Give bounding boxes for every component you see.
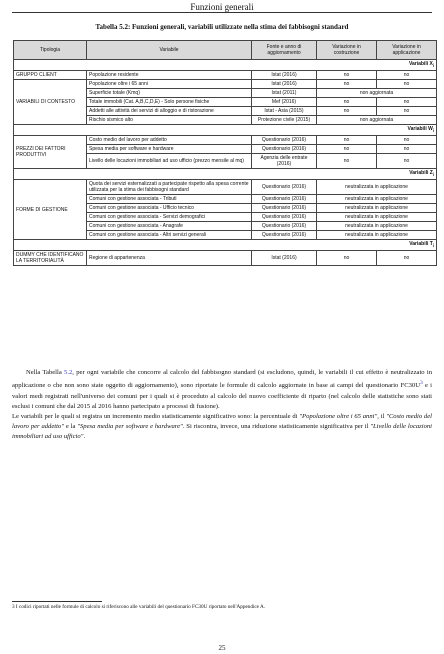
cell-fonte: Questionario (2016) xyxy=(252,204,317,213)
cell-merged: neutralizzata in applicazione xyxy=(317,204,437,213)
cell-fonte: Questionario (2016) xyxy=(252,195,317,204)
section-row-w: Variabili $W_i$ xyxy=(14,125,437,136)
cell-applicazione: no xyxy=(377,71,437,80)
text-run: Le variabili per le quali si registra un incremento medio statisticamente significativo sono: la percentuale di xyxy=(12,413,300,420)
cell-applicazione: no xyxy=(377,80,437,89)
cell-applicazione: no xyxy=(377,251,437,266)
header-rule xyxy=(12,12,432,13)
cell-fonte: Questionario (2016) xyxy=(252,180,317,195)
table-row xyxy=(14,80,437,89)
cell-merged: neutralizzata in applicazione xyxy=(317,180,437,195)
cell-variabile: Popolazione oltre i 65 anni xyxy=(87,80,252,89)
section-label: Variabili T xyxy=(409,241,433,247)
table-header-row xyxy=(14,41,437,60)
cell-fonte: Mef (2016) xyxy=(252,98,317,107)
section-row-x: Variabili $X_i$ xyxy=(14,60,437,71)
italic-run: "Livello delle locazioni immobiliari ad uso ufficio" xyxy=(12,423,432,441)
cell-costruzione: no xyxy=(317,80,377,89)
table-row xyxy=(14,136,437,145)
cell-fonte: Istat - Asia (2015) xyxy=(252,107,317,116)
text-run: Nella Tabella xyxy=(26,369,65,376)
text-run: e i valori medi registrati nell'universo dei comuni per i quali si è proceduto al calcolo del nuovo coefficiente di riparto (nel calcolo delle statistiche sono stati esclusi i comuni che dal 2015 al 2016 hanno partecipato a processi di fusione). xyxy=(12,382,432,410)
page-number: 25 xyxy=(218,644,226,652)
cell-variabile: Superficie totale (Kmq) xyxy=(87,89,252,98)
variables-table xyxy=(13,40,437,266)
cell-variabile: Totale immobili (Cat. A,B,C,D,E) - Solo persone fisiche xyxy=(87,98,252,107)
cell-fonte: Questionario (2016) xyxy=(252,213,317,222)
cell-applicazione: no xyxy=(377,136,437,145)
cell-costruzione: no xyxy=(317,71,377,80)
cell-variabile: Popolazione residente xyxy=(87,71,252,80)
cell-tipologia: FORME DI GESTIONE xyxy=(14,180,87,240)
cell-costruzione: no xyxy=(317,154,377,169)
text-run: , il xyxy=(377,413,387,420)
cell-variabile: Comuni con gestione associata - Altri servizi generali xyxy=(87,231,252,240)
cell-fonte: Questionario (2016) xyxy=(252,136,317,145)
table-caption: Tabella 5.2: Funzioni generali, variabili utilizzate nella stima dei fabbisogni standard xyxy=(95,23,349,31)
footnote-rule xyxy=(12,601,102,602)
cell-fonte: Questionario (2016) xyxy=(252,231,317,240)
italic-run: "Spesa media per software e hardware" xyxy=(77,423,183,431)
footnote: 3 I codici riportati nelle formule di calcolo si riferiscono alle variabili del questionario FC30U riportato nell'Appendice A. xyxy=(12,604,266,610)
section-label: Variabili Z xyxy=(409,170,433,176)
running-header: Funzioni generali xyxy=(190,2,254,12)
section-row-t: Variabili $T_i$ xyxy=(14,240,437,251)
table-row xyxy=(14,180,437,195)
cell-fonte: Istat (2016) xyxy=(252,71,317,80)
cell-costruzione: no xyxy=(317,98,377,107)
cell-variabile: Costo medio del lavoro per addetto xyxy=(87,136,252,145)
cell-fonte: Questionario (2016) xyxy=(252,222,317,231)
cell-merged: neutralizzata in applicazione xyxy=(317,195,437,204)
cell-variabile: Comuni con gestione associata - Servizi demografici xyxy=(87,213,252,222)
section-row-z: Variabili $Z_i$ xyxy=(14,169,437,180)
cell-variabile: Spesa media per software e hardware xyxy=(87,145,252,154)
table-row xyxy=(14,71,437,80)
cell-fonte: Questionario (2016) xyxy=(252,145,317,154)
cell-merged: neutralizzata in applicazione xyxy=(317,231,437,240)
paragraph-2 xyxy=(12,412,432,443)
cell-fonte: Istat (2016) xyxy=(252,251,317,266)
cell-variabile: Comuni con gestione associata - Ufficio tecnico xyxy=(87,204,252,213)
cell-costruzione: no xyxy=(317,136,377,145)
table-reference-link[interactable]: 5.2 xyxy=(64,369,73,376)
cell-tipologia: PREZZI DEI FATTORI PRODUTTIVI xyxy=(14,136,87,169)
cell-fonte: Protezione civile (2015) xyxy=(252,116,317,125)
cell-costruzione: no xyxy=(317,107,377,116)
cell-fonte: Istat (2016) xyxy=(252,80,317,89)
text-run: . xyxy=(83,433,86,441)
cell-variabile: Comuni con gestione associata - Anagrafe xyxy=(87,222,252,231)
cell-variabile: Quota dei servizi esternalizzati a partecipate rispetto alla spesa corrente utilizzata per la stima dei fabbisogni standard xyxy=(87,180,252,195)
footnote-link[interactable]: 3 xyxy=(420,380,423,387)
cell-applicazione: no xyxy=(377,145,437,154)
italic-run: "Popolazione oltre i 65 anni" xyxy=(299,413,378,420)
col-fonte: Fonte e anno di aggiornamento xyxy=(252,41,317,60)
cell-tipologia: DUMMY CHE IDENTIFICANO LA TERRITORIALITÀ xyxy=(14,251,87,266)
cell-tipologia: VARIABILI DI CONTESTO xyxy=(14,80,87,125)
cell-applicazione: no xyxy=(377,107,437,116)
col-costruzione: Variazione in costruzione xyxy=(317,41,377,60)
col-tipologia: Tipologia xyxy=(14,41,87,60)
text-run: , per ogni variabile che concorre al calcolo del fabbisogno standard (si escludono, quindi, le variabili il cui effetto è neutralizzato in applicazione o che non sono state oggetto di aggiornamento), sono riportate le formule di calcolo aggiornate in base ai campi del questionario FC30U xyxy=(12,369,432,390)
text-run: e la xyxy=(64,423,78,431)
cell-merged: neutralizzata in applicazione xyxy=(317,213,437,222)
section-label: Variabili W xyxy=(407,126,433,132)
cell-fonte: Agenzia delle entrate (2016) xyxy=(252,154,317,169)
body-text xyxy=(12,368,432,443)
text-run: . Si riscontra, invece, una riduzione statisticamente significativa per il xyxy=(182,423,371,431)
col-variabile: Variabile xyxy=(87,41,252,60)
italic-run: "Costo medio del lavoro per addetto" xyxy=(12,413,432,431)
cell-fonte: Istat (2011) xyxy=(252,89,317,98)
cell-costruzione: no xyxy=(317,251,377,266)
cell-applicazione: no xyxy=(377,154,437,169)
cell-applicazione: no xyxy=(377,98,437,107)
section-label: Variabili X xyxy=(408,61,433,67)
cell-variabile: Livello delle locazioni immobiliari ad uso ufficio (prezzo mensile al mq) xyxy=(87,154,252,169)
cell-costruzione: no xyxy=(317,145,377,154)
cell-merged: non aggiornata xyxy=(317,89,437,98)
cell-variabile: Rischio sismico alto xyxy=(87,116,252,125)
cell-merged: non aggiornata xyxy=(317,116,437,125)
table-row xyxy=(14,251,437,266)
cell-tipologia: GRUPPO CLIENT xyxy=(14,71,87,80)
paragraph-1 xyxy=(12,368,432,412)
col-applicazione: Variazione in applicazione xyxy=(377,41,437,60)
cell-variabile: Comuni con gestione associata - Tributi xyxy=(87,195,252,204)
cell-variabile: Regione di appartenenza xyxy=(87,251,252,266)
cell-merged: neutralizzata in applicazione xyxy=(317,222,437,231)
cell-variabile: Addetti alle attività dei servizi di alloggio e di ristorazione xyxy=(87,107,252,116)
